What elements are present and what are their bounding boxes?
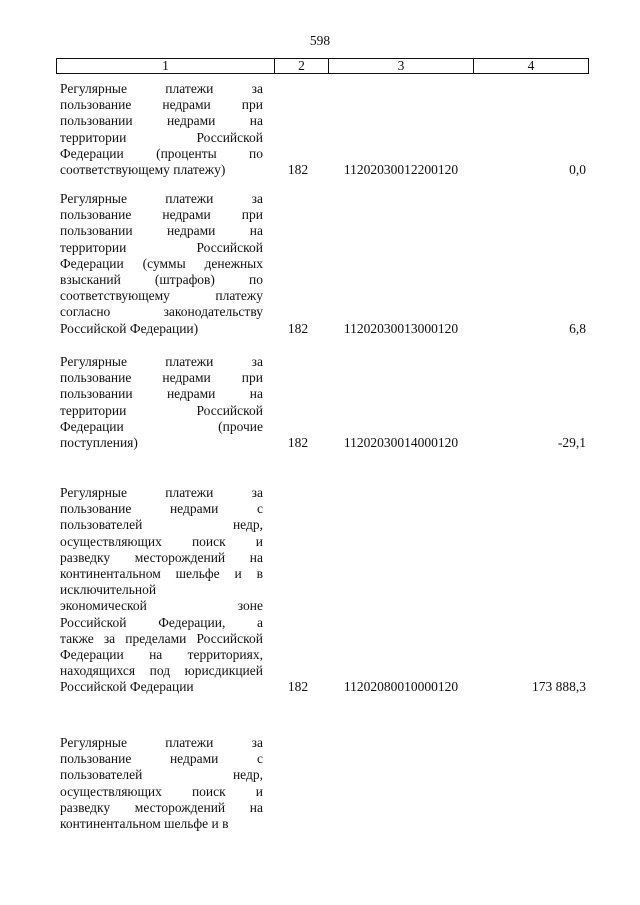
amount-value: -29,1 <box>557 435 586 450</box>
row-description <box>60 191 263 337</box>
amount-value: 173 888,3 <box>532 679 586 695</box>
description-line: также за пределами Российской <box>60 630 263 646</box>
description-line: территории Российской <box>60 129 263 145</box>
budget-code: 11202030013000120 <box>343 320 459 336</box>
budget-code: 11202030012200120 <box>343 162 459 177</box>
description-line: континентальном шельфе и в <box>60 815 229 831</box>
description-line: Регулярные платежи за <box>60 354 263 369</box>
row-description <box>60 485 263 695</box>
header-col-1: 1 <box>162 58 169 73</box>
description-line: Российской Федерации, а <box>60 614 263 630</box>
description-line: поступления) <box>60 434 138 450</box>
description-line: взысканий (штрафов) по <box>60 271 263 287</box>
row-description <box>60 735 263 832</box>
description-line: Федерации (суммы денежных <box>60 255 263 271</box>
description-line: исключительной <box>60 582 157 598</box>
description-line: пользовании недрами на <box>60 113 263 129</box>
header-col-3: 3 <box>397 58 405 73</box>
description-line: Регулярные платежи за <box>60 485 263 500</box>
description-line: пользователей недр, <box>60 767 263 783</box>
row-description <box>60 354 263 451</box>
description-line: пользовании недрами на <box>60 386 263 402</box>
description-line: Федерации (прочие <box>60 418 263 434</box>
page-number: 598 <box>309 33 331 48</box>
description-line: пользователей недр, <box>60 517 263 533</box>
admin-code: 182 <box>287 162 309 177</box>
description-line: соответствующему платежу) <box>60 161 226 177</box>
description-line: Регулярные платежи за <box>60 191 263 206</box>
description-line: согласно законодательству <box>60 304 263 320</box>
description-line: Регулярные платежи за <box>60 81 263 96</box>
description-line: находящихся под юрисдикцией <box>60 663 263 679</box>
description-line: Федерации на территориях, <box>60 646 263 662</box>
amount-value: 6,8 <box>569 320 586 336</box>
description-line: соответствующему платежу <box>60 288 263 304</box>
budget-code: 11202080010000120 <box>343 679 459 695</box>
description-line: экономической зоне <box>60 598 263 614</box>
description-line: осуществляющих поиск и <box>60 783 263 799</box>
description-line: разведку месторождений на <box>60 549 263 565</box>
description-line: Российской Федерации <box>60 679 194 695</box>
description-line: осуществляющих поиск и <box>60 533 263 549</box>
description-line: пользование недрами с <box>60 751 263 767</box>
description-line: пользовании недрами на <box>60 223 263 239</box>
description-line: пользование недрами с <box>60 501 263 517</box>
description-line: пользование недрами при <box>60 97 263 113</box>
description-line: континентальном шельфе и в <box>60 565 263 581</box>
table-header <box>56 58 589 74</box>
description-line: территории Российской <box>60 239 263 255</box>
description-line: Регулярные платежи за <box>60 735 263 750</box>
admin-code: 182 <box>287 679 309 695</box>
row-description <box>60 81 263 178</box>
header-col-2: 2 <box>298 58 305 73</box>
amount-value: 0,0 <box>569 162 586 177</box>
admin-code: 182 <box>287 435 309 450</box>
description-line: территории Российской <box>60 402 263 418</box>
budget-code: 11202030014000120 <box>343 435 459 450</box>
description-line: разведку месторождений на <box>60 799 263 815</box>
description-line: пользование недрами при <box>60 207 263 223</box>
description-line: Федерации (проценты по <box>60 145 263 161</box>
header-col-4: 4 <box>527 58 535 73</box>
admin-code: 182 <box>287 320 309 336</box>
description-line: Российской Федерации) <box>60 320 199 336</box>
description-line: пользование недрами при <box>60 370 263 386</box>
